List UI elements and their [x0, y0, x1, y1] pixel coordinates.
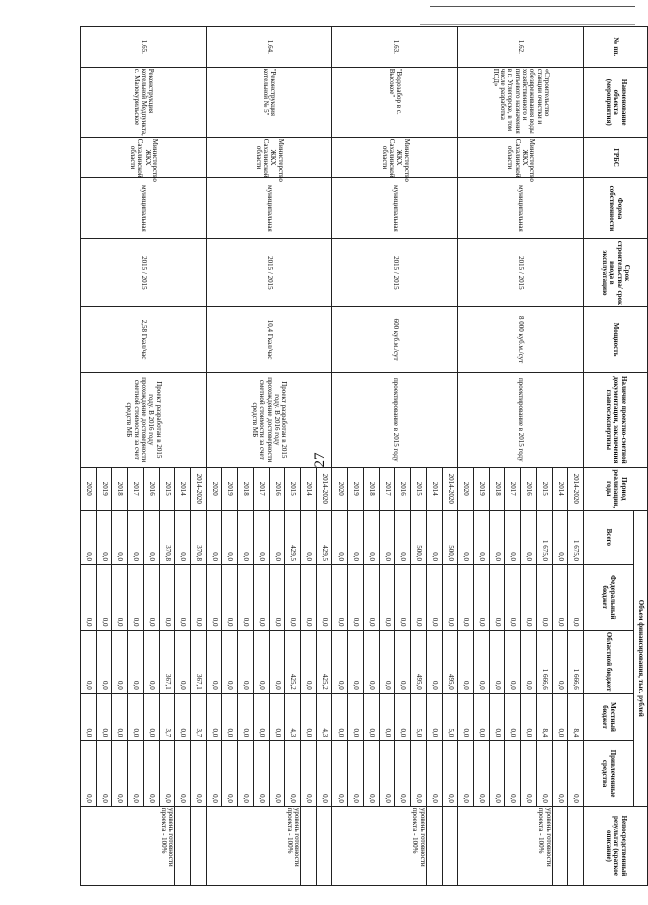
project-ownership: муниципальная	[332, 178, 458, 239]
federal-cell: 0,0	[285, 564, 301, 630]
table-row	[442, 27, 458, 886]
local-cell: 0,0	[489, 693, 505, 740]
table-body	[81, 27, 584, 886]
regional-cell: 425,2	[316, 630, 332, 693]
federal-cell: 0,0	[206, 564, 222, 630]
page-number: 27	[312, 452, 328, 468]
project-number: 1.65.	[81, 27, 207, 68]
attracted-cell: 0,0	[411, 741, 427, 807]
attracted-cell: 0,0	[442, 741, 458, 807]
federal-cell: 0,0	[81, 564, 97, 630]
attracted-cell: 0,0	[552, 741, 568, 807]
project-result: уровень готовности проекта - 100%	[206, 806, 300, 885]
federal-cell: 0,0	[426, 564, 442, 630]
rotated-page-content	[80, 26, 648, 886]
attracted-cell: 0,0	[379, 741, 395, 807]
total-cell: 0,0	[489, 510, 505, 564]
total-cell: 500,0	[411, 510, 427, 564]
table-row	[191, 27, 207, 886]
total-cell: 0,0	[458, 510, 474, 564]
regional-cell: 0,0	[128, 630, 144, 693]
regional-cell: 1 666,6	[536, 630, 552, 693]
project-ownership: муниципальная	[458, 178, 584, 239]
project-name: "Водозабор в с. Высокое"	[332, 67, 458, 137]
attracted-cell: 0,0	[96, 741, 112, 807]
federal-cell: 0,0	[175, 564, 191, 630]
total-cell: 0,0	[332, 510, 348, 564]
total-cell: 0,0	[426, 510, 442, 564]
total-cell: 0,0	[112, 510, 128, 564]
local-cell: 0,0	[301, 693, 317, 740]
federal-cell: 0,0	[238, 564, 254, 630]
project-result: уровень готовности проекта - 100%	[81, 806, 175, 885]
regional-cell: 0,0	[458, 630, 474, 693]
attracted-cell: 0,0	[489, 741, 505, 807]
period-cell: 2014	[301, 467, 317, 510]
period-cell: 2018	[238, 467, 254, 510]
federal-cell: 0,0	[143, 564, 159, 630]
local-cell: 0,0	[96, 693, 112, 740]
period-cell: 2019	[96, 467, 112, 510]
federal-cell: 0,0	[489, 564, 505, 630]
total-cell: 429,5	[285, 510, 301, 564]
federal-cell: 0,0	[411, 564, 427, 630]
header-design-docs: Наличие проектно-сметной документации, заключения главгосэкспертизы	[584, 372, 648, 467]
regional-cell: 0,0	[253, 630, 269, 693]
regional-cell: 0,0	[81, 630, 97, 693]
local-cell: 3,7	[159, 693, 175, 740]
federal-cell: 0,0	[458, 564, 474, 630]
local-cell: 0,0	[552, 693, 568, 740]
regional-cell: 0,0	[552, 630, 568, 693]
regional-cell: 0,0	[96, 630, 112, 693]
local-cell: 0,0	[112, 693, 128, 740]
total-cell: 370,8	[191, 510, 207, 564]
period-cell: 2016	[269, 467, 285, 510]
project-result: уровень готовности проекта - 100%	[458, 806, 552, 885]
local-cell: 0,0	[206, 693, 222, 740]
regional-cell: 0,0	[143, 630, 159, 693]
local-cell: 0,0	[332, 693, 348, 740]
header-name: Наименование объекта (мероприятия)	[584, 67, 648, 137]
regional-cell: 495,0	[411, 630, 427, 693]
total-cell: 0,0	[395, 510, 411, 564]
regional-cell: 1 666,6	[568, 630, 584, 693]
period-cell: 2016	[395, 467, 411, 510]
header-term: Срок строительства/ срок ввода в эксплуатацию	[584, 239, 648, 307]
regional-cell: 495,0	[442, 630, 458, 693]
total-cell: 0,0	[505, 510, 521, 564]
regional-cell: 367,1	[159, 630, 175, 693]
period-cell: 2020	[458, 467, 474, 510]
federal-cell: 0,0	[222, 564, 238, 630]
project-capacity: 10,4 Гкал/час	[206, 307, 332, 373]
local-cell: 5,0	[411, 693, 427, 740]
period-cell: 2015	[536, 467, 552, 510]
period-cell: 2015	[411, 467, 427, 510]
project-number: 1.63.	[332, 27, 458, 68]
total-cell: 1 675,0	[568, 510, 584, 564]
total-cell: 0,0	[521, 510, 537, 564]
total-cell: 0,0	[379, 510, 395, 564]
project-ownership: муниципальная	[81, 178, 207, 239]
local-cell: 0,0	[458, 693, 474, 740]
federal-cell: 0,0	[442, 564, 458, 630]
attracted-cell: 0,0	[301, 741, 317, 807]
local-cell: 0,0	[222, 693, 238, 740]
local-cell: 8,4	[568, 693, 584, 740]
total-cell: 500,0	[442, 510, 458, 564]
period-cell: 2019	[222, 467, 238, 510]
period-cell: 2015	[159, 467, 175, 510]
regional-cell: 0,0	[301, 630, 317, 693]
result-cell	[552, 806, 568, 885]
federal-cell: 0,0	[128, 564, 144, 630]
project-term: 2015 / 2015	[81, 239, 207, 307]
total-cell: 1 675,0	[536, 510, 552, 564]
attracted-cell: 0,0	[536, 741, 552, 807]
federal-cell: 0,0	[473, 564, 489, 630]
attracted-cell: 0,0	[458, 741, 474, 807]
federal-cell: 0,0	[379, 564, 395, 630]
local-cell: 0,0	[426, 693, 442, 740]
header-period: Период реализации, годы	[584, 467, 648, 510]
local-cell: 0,0	[143, 693, 159, 740]
period-cell: 2020	[81, 467, 97, 510]
total-cell: 0,0	[253, 510, 269, 564]
header-capacity: Мощность	[584, 307, 648, 373]
header-attracted: Привлеченные средства	[584, 741, 634, 807]
project-capacity: 600 куб.м./сут	[332, 307, 458, 373]
period-cell: 2019	[348, 467, 364, 510]
local-cell: 4,3	[285, 693, 301, 740]
attracted-cell: 0,0	[191, 741, 207, 807]
period-cell: 2017	[505, 467, 521, 510]
header-funding-group: Объем финансирования, тыс. рублей	[634, 510, 648, 806]
attracted-cell: 0,0	[363, 741, 379, 807]
federal-cell: 0,0	[568, 564, 584, 630]
local-cell: 0,0	[269, 693, 285, 740]
federal-cell: 0,0	[552, 564, 568, 630]
attracted-cell: 0,0	[159, 741, 175, 807]
total-cell: 0,0	[473, 510, 489, 564]
project-capacity: 8 000 куб.м./сут	[458, 307, 584, 373]
local-cell: 0,0	[81, 693, 97, 740]
regional-cell: 0,0	[473, 630, 489, 693]
project-number: 1.62.	[458, 27, 584, 68]
project-result: уровень готовности проекта - 100%	[332, 806, 426, 885]
regional-cell: 425,2	[285, 630, 301, 693]
project-grbs: Министерство ЖКХ Сахалинской области	[206, 137, 332, 178]
local-cell: 4,3	[316, 693, 332, 740]
project-term: 2015 / 2015	[458, 239, 584, 307]
total-cell: 0,0	[238, 510, 254, 564]
attracted-cell: 0,0	[473, 741, 489, 807]
attracted-cell: 0,0	[175, 741, 191, 807]
period-cell: 2016	[143, 467, 159, 510]
federal-cell: 0,0	[191, 564, 207, 630]
total-cell: 0,0	[81, 510, 97, 564]
regional-cell: 0,0	[222, 630, 238, 693]
regional-cell: 0,0	[426, 630, 442, 693]
header-ownership: Форма собственности	[584, 178, 648, 239]
regional-cell: 0,0	[112, 630, 128, 693]
project-name: «Строительство станции очистки и обезвреживания воды хозяйственного и питьевого назначения в г. Углегорске, в том числе разработка ПСД»	[458, 67, 584, 137]
attracted-cell: 0,0	[521, 741, 537, 807]
header-result: Непосредственный результат (краткое описание)	[584, 806, 648, 885]
project-number: 1.64.	[206, 27, 332, 68]
regional-cell: 0,0	[175, 630, 191, 693]
regional-cell: 367,1	[191, 630, 207, 693]
header-regional: Областной бюджет	[584, 630, 634, 693]
attracted-cell: 0,0	[395, 741, 411, 807]
local-cell: 0,0	[238, 693, 254, 740]
project-name: Реконструкция котельной Медпункта, с. Малокурильское	[81, 67, 207, 137]
table-row	[316, 27, 332, 886]
period-cell: 2014	[426, 467, 442, 510]
result-cell	[442, 806, 458, 885]
local-cell: 0,0	[473, 693, 489, 740]
project-grbs: Министерство ЖКХ Сахалинской области	[332, 137, 458, 178]
total-cell: 370,8	[159, 510, 175, 564]
regional-cell: 0,0	[489, 630, 505, 693]
attracted-cell: 0,0	[505, 741, 521, 807]
attracted-cell: 0,0	[426, 741, 442, 807]
federal-cell: 0,0	[96, 564, 112, 630]
regional-cell: 0,0	[521, 630, 537, 693]
federal-cell: 0,0	[505, 564, 521, 630]
regional-cell: 0,0	[238, 630, 254, 693]
attracted-cell: 0,0	[112, 741, 128, 807]
project-design-docs: Проект разработан в 2015 году. В 2016 году прохождение достоверности сметной стоимости за счет средств МБ	[81, 372, 207, 467]
period-cell: 2014	[175, 467, 191, 510]
regional-cell: 0,0	[206, 630, 222, 693]
local-cell: 0,0	[253, 693, 269, 740]
local-cell: 0,0	[175, 693, 191, 740]
regional-cell: 0,0	[269, 630, 285, 693]
header-grbs: ГРБС	[584, 137, 648, 178]
scan-edge-line	[430, 6, 635, 7]
federal-cell: 0,0	[112, 564, 128, 630]
project-term: 2015 / 2015	[332, 239, 458, 307]
local-cell: 0,0	[521, 693, 537, 740]
local-cell: 3,7	[191, 693, 207, 740]
period-cell: 2014-2020	[568, 467, 584, 510]
project-design-docs: проектирование в 2015 году	[332, 372, 458, 467]
period-cell: 2018	[112, 467, 128, 510]
total-cell: 0,0	[222, 510, 238, 564]
project-design-docs: проектирование в 2015 году	[458, 372, 584, 467]
period-cell: 2015	[285, 467, 301, 510]
attracted-cell: 0,0	[269, 741, 285, 807]
total-cell: 0,0	[96, 510, 112, 564]
total-cell: 0,0	[269, 510, 285, 564]
period-cell: 2018	[363, 467, 379, 510]
federal-cell: 0,0	[332, 564, 348, 630]
local-cell: 8,4	[536, 693, 552, 740]
project-term: 2015 / 2015	[206, 239, 332, 307]
period-cell: 2017	[379, 467, 395, 510]
attracted-cell: 0,0	[206, 741, 222, 807]
total-cell: 0,0	[301, 510, 317, 564]
period-cell: 2020	[206, 467, 222, 510]
header-local: Местный бюджет	[584, 693, 634, 740]
regional-cell: 0,0	[332, 630, 348, 693]
federal-cell: 0,0	[536, 564, 552, 630]
total-cell: 0,0	[363, 510, 379, 564]
total-cell: 0,0	[128, 510, 144, 564]
project-grbs: Министерство ЖКХ Сахалинской области	[81, 137, 207, 178]
attracted-cell: 0,0	[348, 741, 364, 807]
period-cell: 2014	[552, 467, 568, 510]
attracted-cell: 0,0	[568, 741, 584, 807]
regional-cell: 0,0	[348, 630, 364, 693]
local-cell: 5,0	[442, 693, 458, 740]
period-cell: 2014-2020	[191, 467, 207, 510]
period-cell: 2018	[489, 467, 505, 510]
federal-cell: 0,0	[316, 564, 332, 630]
attracted-cell: 0,0	[285, 741, 301, 807]
period-cell: 2020	[332, 467, 348, 510]
federal-cell: 0,0	[521, 564, 537, 630]
attracted-cell: 0,0	[316, 741, 332, 807]
federal-cell: 0,0	[301, 564, 317, 630]
attracted-cell: 0,0	[143, 741, 159, 807]
header-total: Всего	[584, 510, 634, 564]
period-cell: 2019	[473, 467, 489, 510]
regional-cell: 0,0	[395, 630, 411, 693]
attracted-cell: 0,0	[81, 741, 97, 807]
local-cell: 0,0	[363, 693, 379, 740]
result-cell	[175, 806, 191, 885]
project-ownership: муниципальная	[206, 178, 332, 239]
federal-cell: 0,0	[395, 564, 411, 630]
total-cell: 429,5	[316, 510, 332, 564]
local-cell: 0,0	[128, 693, 144, 740]
total-cell: 0,0	[348, 510, 364, 564]
local-cell: 0,0	[505, 693, 521, 740]
federal-cell: 0,0	[159, 564, 175, 630]
attracted-cell: 0,0	[128, 741, 144, 807]
attracted-cell: 0,0	[238, 741, 254, 807]
local-cell: 0,0	[348, 693, 364, 740]
federal-cell: 0,0	[348, 564, 364, 630]
total-cell: 0,0	[143, 510, 159, 564]
federal-cell: 0,0	[269, 564, 285, 630]
regional-cell: 0,0	[505, 630, 521, 693]
scan-edge-line	[420, 24, 635, 25]
regional-cell: 0,0	[363, 630, 379, 693]
header-federal: Федеральный бюджет	[584, 564, 634, 630]
federal-cell: 0,0	[363, 564, 379, 630]
period-cell: 2014-2020	[316, 467, 332, 510]
total-cell: 0,0	[175, 510, 191, 564]
local-cell: 0,0	[395, 693, 411, 740]
table-row	[568, 27, 584, 886]
regional-cell: 0,0	[379, 630, 395, 693]
federal-cell: 0,0	[253, 564, 269, 630]
investment-table	[80, 26, 648, 886]
total-cell: 0,0	[552, 510, 568, 564]
period-cell: 2017	[253, 467, 269, 510]
result-cell	[191, 806, 207, 885]
attracted-cell: 0,0	[332, 741, 348, 807]
project-grbs: Министерство ЖКХ Сахалинской области	[458, 137, 584, 178]
project-capacity: 2,58 Гкал/час	[81, 307, 207, 373]
attracted-cell: 0,0	[222, 741, 238, 807]
period-cell: 2017	[128, 467, 144, 510]
period-cell: 2014-2020	[442, 467, 458, 510]
result-cell	[568, 806, 584, 885]
period-cell: 2016	[521, 467, 537, 510]
project-name: "Реконструкция котельной № 5"	[206, 67, 332, 137]
project-design-docs: Проект разработан в 2015 году. В 2016 году прохождение достоверности сметной стоимости за счет средств МБ	[206, 372, 332, 467]
result-cell	[316, 806, 332, 885]
header-no: № пп.	[584, 27, 648, 68]
result-cell	[426, 806, 442, 885]
local-cell: 0,0	[379, 693, 395, 740]
total-cell: 0,0	[206, 510, 222, 564]
attracted-cell: 0,0	[253, 741, 269, 807]
result-cell	[301, 806, 317, 885]
